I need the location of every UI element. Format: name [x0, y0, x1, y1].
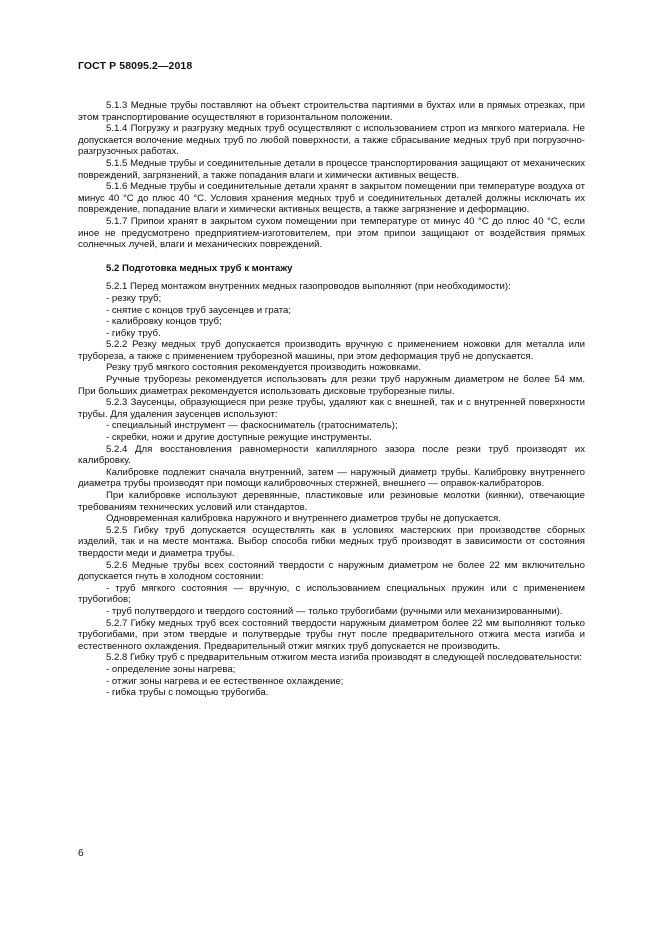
- paragraph-5-2-7: 5.2.7 Гибку медных труб всех состояний твердости наружным диаметром более 22 мм выполняют только трубогибами, при этом твердые и полутвердые трубы гнут после предварительного отжига места изгиба и естественного охлаждения. Предварительный отжиг мягких труб допускается не производить.: [78, 617, 585, 652]
- paragraph-5-2-3: 5.2.3 Заусенцы, образующиеся при резке трубы, удаляют как с внешней, так и с внутренней поверхности трубы. Для удаления заусенцев используют:: [78, 397, 585, 420]
- paragraph-5-1-5: 5.1.5 Медные трубы и соединительные детали в процессе транспортирования защищают от механических повреждений, загрязнений, а также попадания влаги и химически активных веществ.: [78, 157, 585, 181]
- paragraph-5-1-6: 5.1.6 Медные трубы и соединительные детали хранят в закрытом помещении при температуре воздуха от минус 40 °С до плюс 40 °С. Условия хранения медных труб и соединительных деталей должны исключать их повреждение, попадание влаги и химически активных веществ, а также загрязнение и деформацию.: [78, 181, 585, 216]
- paragraph-5-2-4: 5.2.4 Для восстановления равномерности капиллярного зазора после резки труб производят их калибровку.: [78, 443, 585, 467]
- paragraph-5-2-1: 5.2.1 Перед монтажом внутренних медных газопроводов выполняют (при необходимости):: [106, 281, 511, 293]
- paragraph-5-2-5: 5.2.5 Гибку труб допускается осуществлять как в условиях мастерских при производстве сборных изделий, так и на месте монтажа. Выбор способа гибки медных труб производят в зависимости от состояния твердости меди и диаметра трубы.: [78, 524, 585, 559]
- page-number: 6: [78, 848, 84, 859]
- list-item: - труб полутвердого и твердого состояний — только трубогибами (ручными или механизированными).: [106, 605, 563, 617]
- paragraph-5-2-6: 5.2.6 Медные трубы всех состояний твердости с наружным диаметром не более 22 мм включительно допускается гнуть в холодном состоянии:: [78, 559, 585, 583]
- list-item: - резку труб;: [106, 292, 162, 304]
- paragraph: Одновременная калибровка наружного и внутреннего диаметров трубы не допускается.: [106, 513, 501, 525]
- list-item: - гибка трубы с помощью трубогиба.: [106, 687, 269, 699]
- list-item: - калибровку концов труб;: [106, 316, 222, 328]
- document-body: [78, 100, 585, 699]
- list-item: - снятие с концов труб заусенцев и грата;: [106, 304, 291, 316]
- paragraph-5-1-3: 5.1.3 Медные трубы поставляют на объект строительства партиями в бухтах или в прямых отрезках, при этом транспортирование осуществляют в горизонтальном положении.: [78, 100, 585, 123]
- paragraph-5-2-2: 5.2.2 Резку медных труб допускается производить вручную с применением ножовки для металла или труборезa, а также с применением труборезной машины, при этом деформация труб не допускается.: [78, 339, 585, 362]
- list-item: - отжиг зоны нагрева и ее естественное охлаждение;: [106, 675, 344, 687]
- paragraph-5-1-7: 5.1.7 Припои хранят в закрытом сухом помещении при температуре от минус 40 °С до плюс 40 °С, если иное не предусмотрено предприятием-изготовителем, при этом припои защищают от воздействия прямых солнечных лучей, влаги и механических повреждений.: [78, 215, 585, 251]
- paragraph-5-1-4: 5.1.4 Погрузку и разгрузку медных труб осуществляют с использованием строп из мягкого материала. Не допускается волочение медных труб по любой поверхности, а также сбрасывание медных труб при погрузочно-разгрузочных работах.: [78, 123, 585, 158]
- paragraph: Резку труб мягкого состояния рекомендуется производить ножовками.: [106, 362, 421, 374]
- paragraph: При калибровке используют деревянные, пластиковые или резиновые молотки (киянки), отвечающие требованиям технических условий или стандартов.: [78, 490, 585, 513]
- section-heading: 5.2 Подготовка медных труб к монтажу: [106, 262, 293, 274]
- paragraph-5-2-8: 5.2.8 Гибку труб с предварительным отжигом места изгиба производят в следующей последовательности:: [106, 652, 582, 664]
- list-item: - гибку труб.: [106, 327, 161, 339]
- paragraph: Калибровке подлежит сначала внутренний, затем — наружный диаметр трубы. Калибровку внутреннего диаметра трубы производят при помощи калибровочных стержней, внешнего — оправок-калибраторов.: [78, 466, 585, 490]
- list-item: - труб мягкого состояния — вручную, с использованием специальных пружин или с применением трубогибов;: [78, 582, 585, 606]
- paragraph: Ручные труборезы рекомендуется использовать для резки труб наружным диаметром не более 54 мм. При больших диаметрах рекомендуется использовать дисковые труборезные пилы.: [78, 374, 585, 397]
- list-item: - специальный инструмент — фаскосниматель (гратосниматель);: [106, 420, 398, 432]
- standard-header: ГОСТ Р 58095.2—2018: [78, 60, 193, 72]
- list-item: - скребки, ножи и другие доступные режущие инструменты.: [106, 432, 372, 444]
- list-item: - определение зоны нагрева;: [106, 663, 236, 675]
